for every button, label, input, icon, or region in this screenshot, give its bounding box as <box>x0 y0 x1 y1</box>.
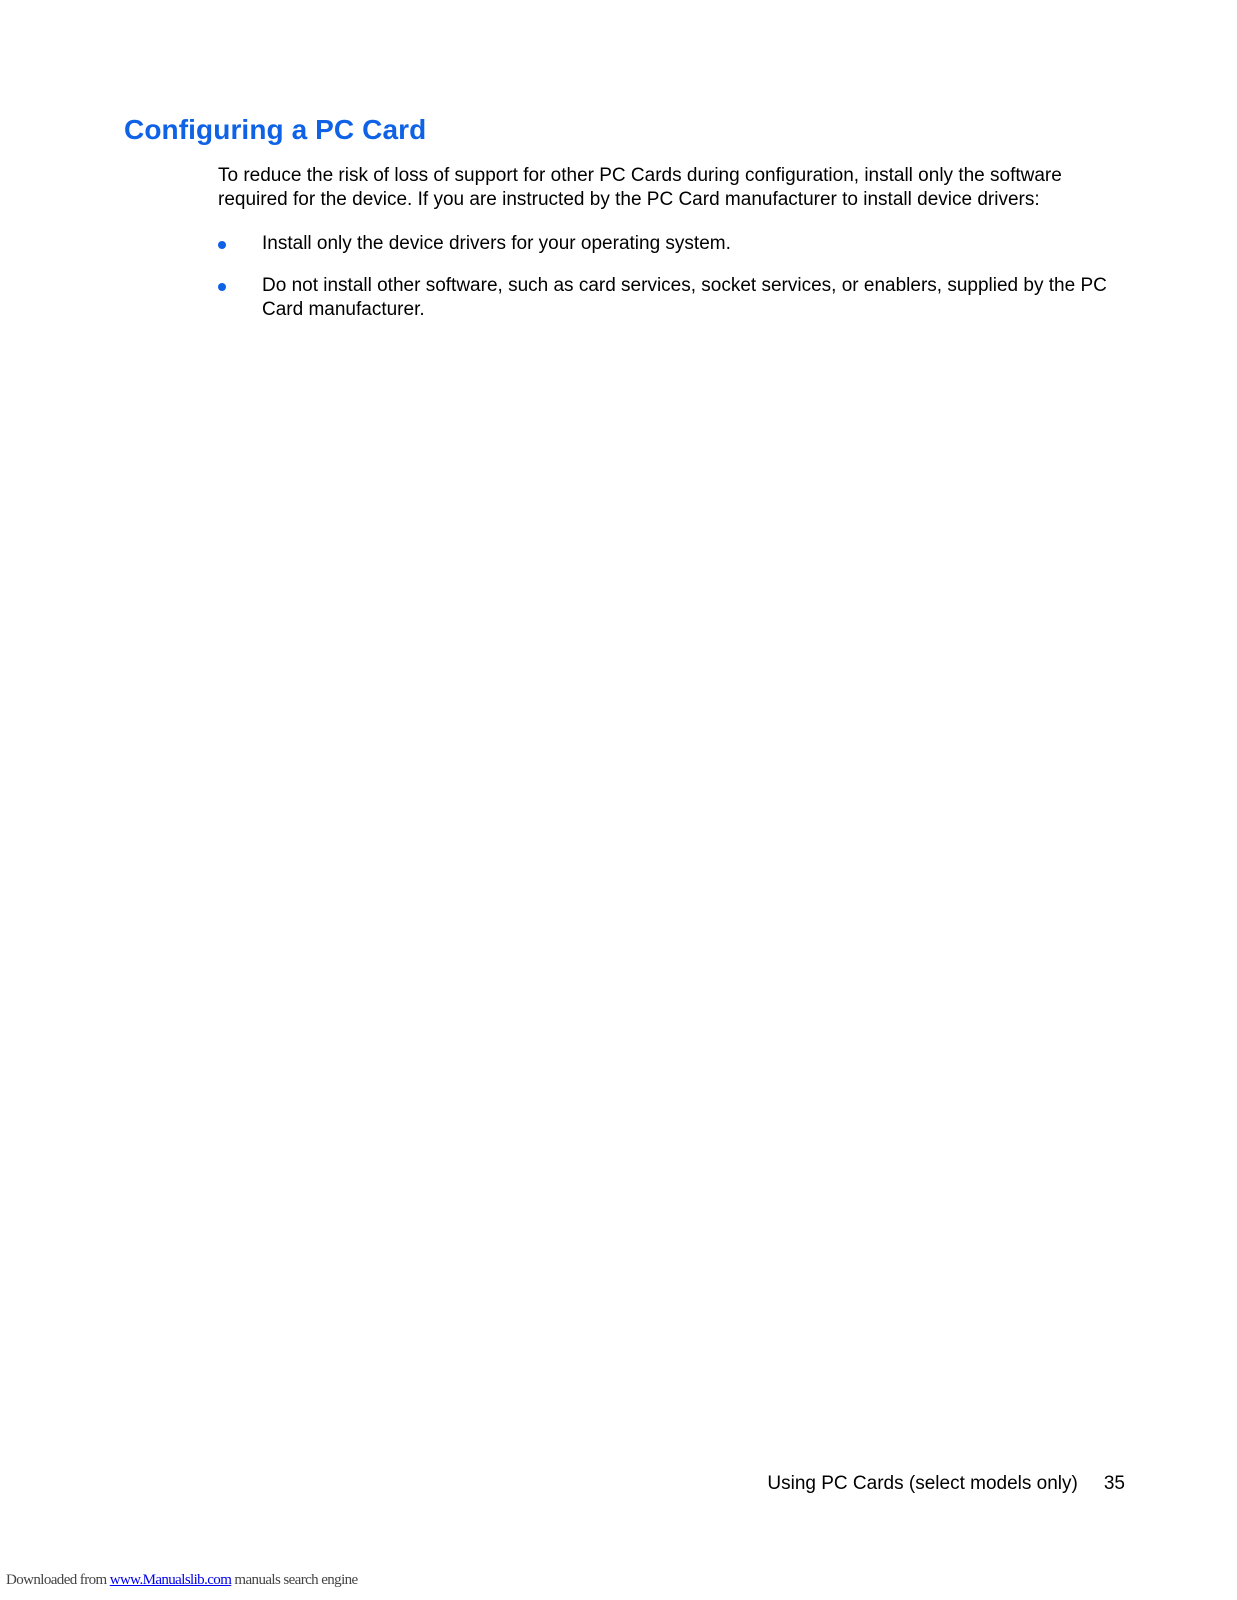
bullet-text: Install only the device drivers for your operating system. <box>262 233 731 254</box>
list-item <box>218 274 1118 322</box>
page-footer <box>767 1473 1125 1495</box>
footer-section-title: Using PC Cards (select models only) <box>767 1473 1078 1494</box>
page-title: Configuring a PC Card <box>124 114 427 145</box>
intro-paragraph: To reduce the risk of loss of support for other PC Cards during configuration, install only the software required for the device. If you are instructed by the PC Card manufacturer to install device drivers: <box>218 165 1062 210</box>
bullet-dot-icon <box>218 241 226 249</box>
watermark-suffix: manuals search engine <box>231 1572 358 1588</box>
bullet-text: Do not install other software, such as card services, socket services, or enablers, supplied by the PC Card manufacturer. <box>262 275 1107 320</box>
list-item <box>218 232 1118 256</box>
download-watermark <box>6 1572 358 1589</box>
bullet-list <box>218 232 1118 340</box>
manualslib-link[interactable]: www.Manualslib.com <box>109 1572 232 1588</box>
bullet-dot-icon <box>218 283 226 291</box>
page-number: 35 <box>1103 1473 1125 1494</box>
watermark-prefix: Downloaded from <box>6 1572 110 1588</box>
